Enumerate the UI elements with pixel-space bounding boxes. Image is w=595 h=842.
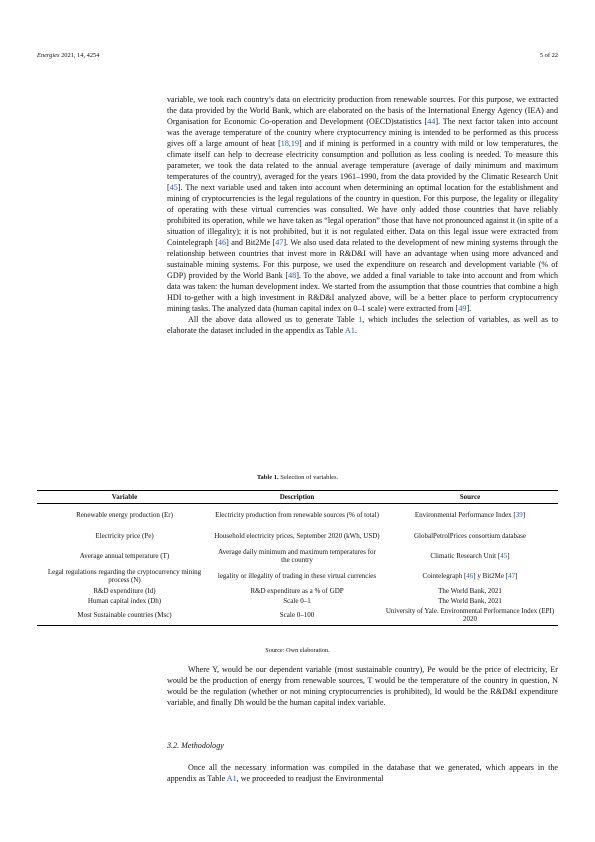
text-run: All the above data allowed us to generate Table <box>188 315 359 324</box>
citation-link[interactable]: 45 <box>169 183 178 192</box>
table-row <box>37 566 558 586</box>
text-run: Once all the necessary information was compiled in the database that we generated, which appears in the appendix as Table <box>167 763 558 783</box>
page-number: 5 of 22 <box>539 52 558 59</box>
table-row <box>37 504 558 526</box>
journal-volume: 2021, 14, 4254 <box>59 52 100 59</box>
table-row <box>37 596 558 606</box>
text-run: ]. <box>466 304 472 313</box>
source-cell <box>382 596 558 606</box>
table-caption-label: Table 1. <box>256 474 279 481</box>
variable-cell: R&D expenditure (Id) <box>93 586 156 595</box>
variable-cell: Renewable energy production (Er) <box>76 510 173 519</box>
citation-link[interactable]: 49 <box>458 304 467 313</box>
section-heading: 3.2. Methodology <box>167 741 224 750</box>
source-cell <box>382 504 558 526</box>
table-link[interactable]: A1 <box>344 326 355 335</box>
description-cell: legality or illegality of trading in these virtual currencies <box>217 571 377 580</box>
source-text: ] y Bit2Me [ <box>473 571 509 580</box>
variable-cell: Legal regulations regarding the cryptocurrency mining process (N) <box>47 567 202 584</box>
table-row <box>37 526 558 546</box>
text-run: ] and Bit2Me [ <box>226 238 276 247</box>
text-run: variable, we took each country’s data on electricity production from renewable sources. For this purpose, we extracted the data provided by the World Bank, which are elaborated on the basis of the International Energy Agency (IEA) and Organisation for Economic Co-operation and Development (OECD)statistics [ <box>167 95 558 126</box>
citation-link[interactable]: 18,19 <box>280 139 300 148</box>
citation-link[interactable]: 44 <box>427 117 436 126</box>
citation-link[interactable]: 39 <box>515 510 523 519</box>
text-run: ] and if mining is performed in a country with mild or low temperatures, the climate itself can help to decrease electricity consumption and pollution as less cooling is needed. To measure this parameter, we took the data related to the annual average temperature (average of daily minimum and maximum temperatures of the country), averaged for the years 1961–1990, from the data provided by the Climatic Research Unit [ <box>167 139 559 192</box>
description-cell: Household electricity prices, September 2020 (kWh, USD) <box>214 531 380 540</box>
source-cell <box>382 566 558 586</box>
text-run: . <box>354 326 357 335</box>
body-paragraph-3 <box>167 664 558 708</box>
variable-cell: Average annual temperature (T) <box>79 551 170 560</box>
source-text: ] <box>507 551 510 560</box>
text-run: ]. We also used data related to the development of new mining systems through the relationship between countries that invest more in R&D&I will have an advantage when using more advanced and sustainable mining systems. For this purpose, we used the expenditure on research and development variable (% of GDP) provided by the World Bank [ <box>167 238 558 280</box>
text-run: , which includes the selection of variables, as well as to elaborate the dataset included in the appendix as Table <box>167 315 558 335</box>
description-cell: Scale 0–1 <box>283 596 311 605</box>
description-cell: Electricity production from renewable sources (% of total) <box>215 510 379 519</box>
source-text: ] <box>522 510 526 519</box>
source-text: University of Yale. Environmental Performance Index (EPI) 2020 <box>385 607 555 624</box>
citation-link[interactable]: 46 <box>466 571 474 580</box>
citation-link[interactable]: 47 <box>275 238 284 247</box>
running-header <box>37 52 558 59</box>
body-paragraph-1 <box>167 94 558 336</box>
column-header: Variable <box>37 491 212 504</box>
column-header: Source <box>382 491 558 504</box>
citation-link[interactable]: 48 <box>288 271 297 280</box>
table-row <box>37 546 558 566</box>
source-text: The World Bank, 2021 <box>438 596 502 605</box>
source-text: Climatic Research Unit [ <box>430 551 501 560</box>
description-cell: Average daily minimum and maximum temperatures for the country <box>218 547 376 564</box>
variable-cell: Electricity price (Pe) <box>95 531 154 540</box>
paragraph-text: Where Y, would be our dependent variable (most sustainable country), Pe would be the price of electricity, Er would be the production of energy from renewable sources, T would be the temperature of the country in question, N would be the regulation (whether or not mining cryptocurrencies is prohibited), Id would be the R&D&I expenditure variable, and finally Dh would be the human capital index variable. <box>167 665 558 707</box>
table-row <box>37 606 558 626</box>
body-paragraph-2 <box>167 314 558 336</box>
source-text: Environmental Performance Index [ <box>414 510 516 519</box>
citation-link[interactable]: 45 <box>500 551 508 560</box>
table-caption-text: Selection of variables. <box>278 474 339 481</box>
journal-name: Energies <box>37 52 60 59</box>
text-run: ]. To the above, we added a final variable to take into account and from which data was taken: the human development index. We started from the assumption that those countries that combine a high HDI to-gether with a high investment in R&D&I analyzed above, will be a better place to perform cryptocurrency mining tasks. The analyzed data (human capital index on 0–1 scale) were extracted from [ <box>167 271 558 313</box>
column-header: Description <box>212 491 382 504</box>
source-cell <box>382 526 558 546</box>
table-caption <box>37 474 558 481</box>
table-link[interactable]: A1 <box>226 774 237 783</box>
variable-cell: Human capital index (Dh) <box>87 596 162 605</box>
source-cell <box>382 606 558 626</box>
body-paragraph-4 <box>167 762 558 784</box>
source-text: The World Bank, 2021 <box>438 586 502 595</box>
source-text: ] <box>515 571 518 580</box>
source-text: GlobalPetrolPrices consortium database <box>414 531 526 540</box>
variables-table <box>37 490 558 626</box>
table-row <box>37 586 558 596</box>
source-cell <box>382 586 558 596</box>
text-run: ]. The next variable used and taken into account when determining an optimal location for the establishment and mining of cryptocurrencies is the legal regulations of the country in question. For this purpose, the legality or illegality of operating with these virtual currencies was consulted. We have only added those countries that have reliably prohibited its operation, while we have taken as “legal operation” those that have not pronounced against it (in spite of a situation of illegality); it is not prohibited, but it is not regulated either. Data on this legal issue were extracted from Cointelegraph [ <box>167 183 558 247</box>
description-cell: R&D expenditure as a % of GDP <box>250 586 344 595</box>
description-cell: Scale 0–100 <box>212 606 382 626</box>
citation-link[interactable]: 46 <box>218 238 227 247</box>
citation-link[interactable]: 47 <box>508 571 516 580</box>
text-run: ]. The next factor taken into account was the average temperature of the country where cryptocurrency mining is intended to be performed as this process gives off a large amount of heat [ <box>167 117 558 148</box>
variable-cell: Most Sustainable countries (Msc) <box>37 606 212 626</box>
table-link[interactable]: 1 <box>358 315 363 324</box>
source-cell <box>382 546 558 566</box>
table-source-note: Source: Own elaboration. <box>265 647 330 654</box>
table-header-row <box>37 491 558 504</box>
text-run: , we proceeded to readjust the Environmental <box>236 774 384 783</box>
journal-citation <box>37 52 99 59</box>
source-text: Cointelegraph [ <box>422 571 467 580</box>
